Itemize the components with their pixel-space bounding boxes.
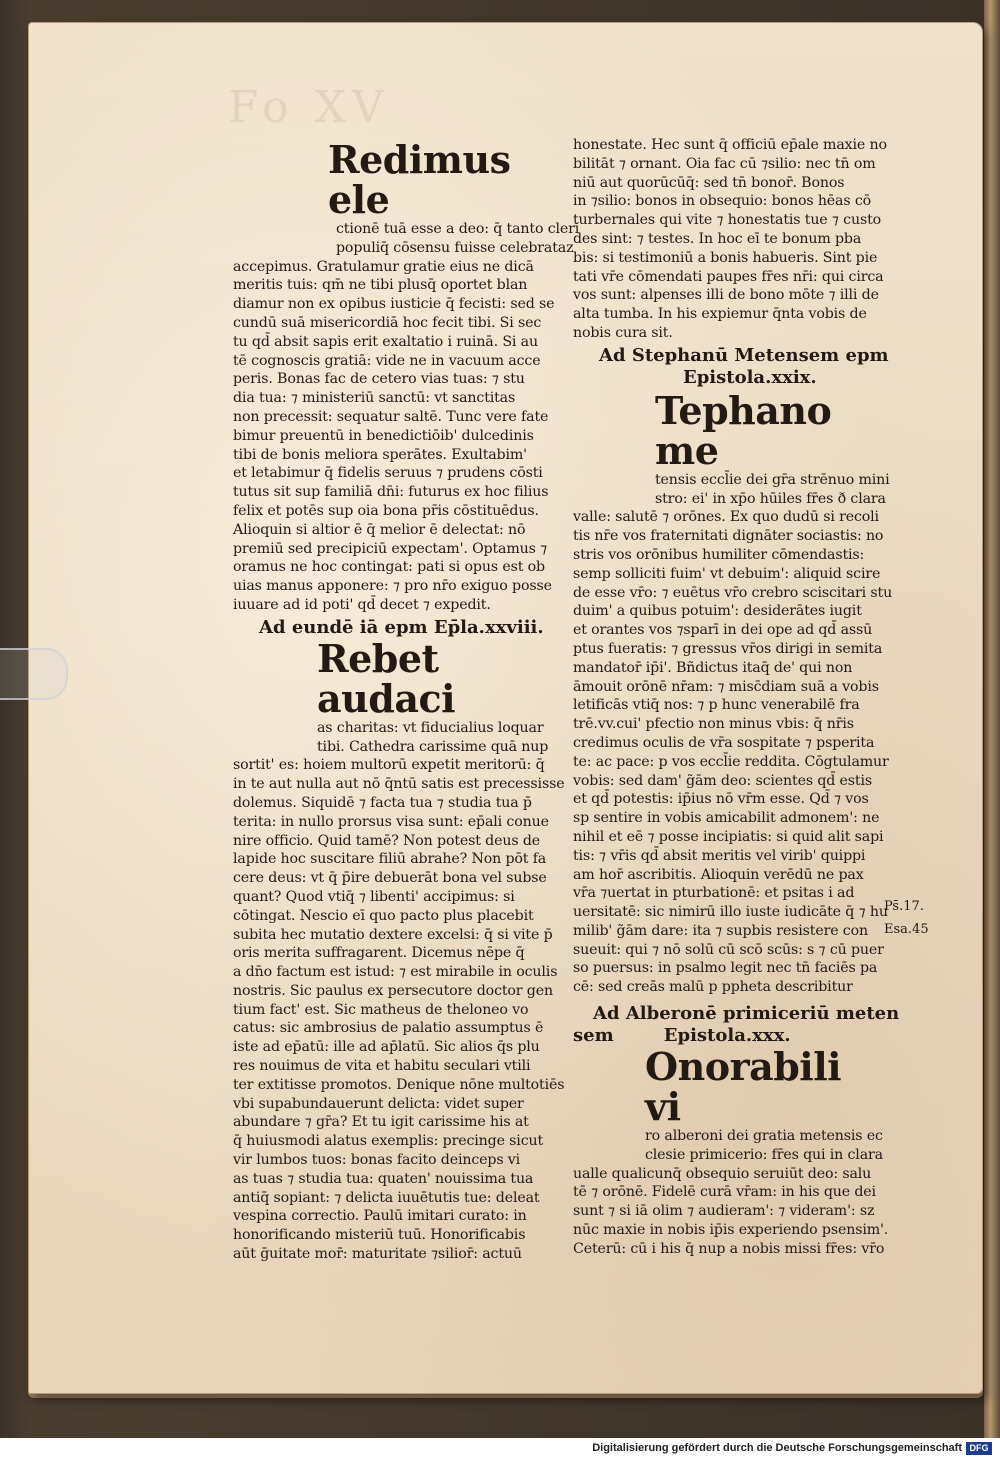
book-spine: [984, 0, 1000, 1438]
footer-bar: [0, 1438, 1000, 1460]
text-line: in ⁊silio: bonos in obsequio: bonos hēas cō: [573, 193, 872, 210]
text-line: res nouimus de vita et habitu seculari vtili: [233, 1058, 531, 1075]
text-line: tutus sit sup familiā dn̄i: futurus ex hoc filius: [233, 484, 549, 501]
text-line: cōtingat. Nescio eī quo pacto plus placebit: [233, 907, 534, 924]
text-line: as charitas: vt fiducialius loquar: [317, 719, 544, 736]
paragraph-3: [573, 136, 885, 343]
text-line: Alioquin si altior ē q̄ melior ē delectat: nō: [233, 521, 526, 538]
text-line: catus: sic ambrosius de palatio assumptus ē: [233, 1020, 544, 1037]
paragraph-4: [573, 471, 893, 997]
initial-heading-3: Tephano me: [655, 387, 832, 473]
text-line: valle: salutē ⁊ orōnes. Ex quo dudū si recoli: [573, 509, 879, 526]
text-line: sortit' es: hoiem multorū expetit meritorū: q̄: [233, 757, 545, 774]
epistle-heading-29-address: Ad Stephanū Metensem epm: [599, 344, 889, 366]
text-line: subita hec mutatio dextere excelsi: q̄ si vite p̄: [233, 926, 553, 943]
text-line: et qd̄ potestis: ip̄ius nō vr̄m esse. Qd̄ ⁊ vos: [573, 791, 869, 808]
text-line: dia tua: ⁊ ministeriū sanctū: vt sanctitas: [233, 390, 516, 407]
text-line: accepimus. Gratulamur gratie eius ne dicā: [233, 258, 534, 275]
paragraph-2: [233, 719, 565, 1264]
text-line: in te aut nulla aut nō q̄ntū satis est precessisse: [233, 776, 565, 793]
text-line: bimur preuentū in benedictiōib' dulcedinis: [233, 427, 534, 444]
text-line: am hor̄ ascribitis. Alioquin verēdū ne pax: [573, 866, 864, 883]
text-line: des sint: ⁊ testes. In hoc eī te bonum pba: [573, 230, 862, 247]
text-line: ter extitisse promotos. Denique nōne multotiēs: [233, 1076, 565, 1093]
marginal-note-isaiah: Esa.45: [884, 922, 929, 937]
text-line: et orantes vos ⁊sparī in dei ope ad qd̄ assū: [573, 622, 873, 639]
text-line: meritis tuis: qm̄ ne tibi plusq̄ oportet blan: [233, 277, 528, 294]
text-line: stris vos orōnibus humiliter cōmendastis:: [573, 546, 865, 563]
text-line: lapide hoc suscitare filiū abrahe? Non pōt fa: [233, 851, 547, 868]
text-line: uias manus apponere: ⁊ pro nr̄o exiguo posse: [233, 578, 552, 595]
text-line: nire officio. Quid tamē? Non potest deus de: [233, 832, 541, 849]
text-line: ro alberoni dei gratia metensis ec: [645, 1128, 883, 1145]
text-line: nobis cura sit.: [573, 324, 673, 341]
text-line: nūc maxie in nobis ip̄is experiendo psensim'.: [573, 1222, 889, 1239]
text-line: iste ad ep̄atū: ille ad ap̄latū. Sic alios q̄s plu: [233, 1039, 540, 1056]
text-line: abundare ⁊ gr̄a? Et tu igit carissime his at: [233, 1114, 529, 1131]
text-line: duim' a quibus potuim': desiderātes iugit: [573, 603, 862, 620]
show-through-text: Fo XV: [228, 82, 390, 133]
text-line: vbi supabundauerunt delicta: videt super: [233, 1095, 524, 1112]
text-line: tē cognoscis gratiā: vide ne in vacuum acce: [233, 352, 541, 369]
footer-credit: Digitalisierung gefördert durch die Deutsche Forschungsgemeinschaft: [592, 1442, 962, 1454]
text-line: tibi. Cathedra carissime quā nup: [317, 738, 549, 755]
text-line: niū aut quorūcūq̄: sed tn̄ bonor̄. Bonos: [573, 174, 845, 191]
right-text-column: [573, 136, 900, 1259]
text-line: tē ⁊ orōnē. Fidelē curā vr̄am: in his que dei: [573, 1184, 876, 1201]
text-line: q̄ huiusmodi alatus exemplis: precinge sicut: [233, 1133, 544, 1150]
text-line: vespina correctio. Paulū imitari curato: in: [233, 1208, 527, 1225]
text-line: trē.vv.cui' pfectio non minus vbis: q̄ nr̄is: [573, 716, 854, 733]
epistle-heading-30-number: sem Epistola.xxx.: [573, 1025, 791, 1047]
text-line: quant? Quod vtiq̄ ⁊ libenti' accipimus: si: [233, 888, 515, 905]
text-line: as tuas ⁊ studia tua: quaten' nouissima tua: [233, 1170, 534, 1187]
text-line: āmouit orōnē nr̄am: ⁊ misc̄diam suā a vobis: [573, 678, 879, 695]
text-line: credimus oculis de vr̄a sospitate ⁊ psperita: [573, 734, 875, 751]
initial-heading-2: Rebet audaci: [317, 635, 456, 721]
text-line: te: ac pace: p vos eccl̄ie reddita. Cōgtulamur: [573, 753, 889, 770]
text-line: ptus fueratis: ⁊ gressus vr̄os dirigi in semita: [573, 640, 883, 657]
text-line: terita: in nullo prorsus visa sunt: ep̄ali conue: [233, 813, 549, 830]
text-line: aūt ḡuitate mor̄: maturitate ⁊silior̄: actuū: [233, 1246, 522, 1263]
text-line: sunt ⁊ si iā olim ⁊ audieram': ⁊ videram': sz: [573, 1203, 875, 1220]
text-line: ualle qualicunq̄ obsequio seruiūt deo: salu: [573, 1165, 872, 1182]
text-line: tium fact' est. Sic matheus de theloneo vo: [233, 1001, 529, 1018]
text-line: premiū sed precipiciū expectam'. Optamus ⁊: [233, 540, 548, 557]
text-line: sp sentire in vobis amicabilit admonem': ne: [573, 810, 880, 827]
text-line: bis: si testimoniū a bonis habueris. Sint pie: [573, 249, 878, 266]
text-line: tibi de bonis meliora sperātes. Exultabim': [233, 446, 527, 463]
text-line: de esse vr̄o: ⁊ euētus vr̄o crebro sciscitari stu: [573, 584, 893, 601]
text-line: sueuit: qui ⁊ nō solū cū scō scūs: s ⁊ cū puer: [573, 941, 884, 958]
text-line: vobis: sed dam' g̃ām deo: scientes qd̄ estis: [573, 772, 872, 789]
paragraph-1: [233, 220, 580, 615]
text-line: so puersus: in psalmo legit nec tn̄ faciēs pa: [573, 960, 878, 977]
text-line: tis nr̄e vos fraternitati dignāter sociastis: no: [573, 528, 884, 545]
epistle-heading-30-address: Ad Alberonē primiceriū meten: [593, 1003, 900, 1025]
page-clip: [0, 648, 68, 700]
text-line: a dn̄o factum est istud: ⁊ est mirabile in oculis: [233, 964, 558, 981]
text-line: oramus ne hoc contingat: pati si opus est ob: [233, 559, 545, 576]
paragraph-5: [573, 1127, 889, 1259]
text-line: nihil et eē ⁊ posse incipiatis: si quid alit sapi: [573, 828, 884, 845]
text-line: bilitāt ⁊ ornant. Oia fac cū ⁊silio: nec tn̄ om: [573, 155, 876, 172]
text-line: populiq̄ cōsensu fuisse celebrataz: [336, 239, 574, 256]
text-line: cundū suā misericordiā hoc fecit tibi. Si sec: [233, 314, 542, 331]
text-line: iuuare ad id poti' qd̄ decet ⁊ expedit.: [233, 596, 491, 613]
text-line: tis: ⁊ vr̄is qd̄ absit meritis vel virib' quippi: [573, 847, 866, 864]
text-line: non precessit: sequatur saltē. Tunc vere fate: [233, 408, 549, 425]
text-line: stro: ei' in xp̄o hūiles fr̄es ð clara: [655, 490, 886, 507]
text-line: diamur non ex opibus iusticie q̄ fecisti: sed se: [233, 296, 555, 313]
text-line: mandator̄ ip̄i'. Bñdictus itaq̄ de' qui non: [573, 659, 853, 676]
initial-heading-1: Redimus ele: [328, 137, 511, 222]
text-line: uersitatē: sic nimirū illo iuste iudicāte q̄ ⁊ hu: [573, 904, 888, 921]
text-line: honestate. Hec sunt q̄ officiū ep̄ale maxie no: [573, 137, 887, 153]
text-line: dolemus. Siquidē ⁊ facta tua ⁊ studia tua p̄: [233, 794, 532, 811]
text-line: vir lumbos tuos: bonas facito deinceps vi: [233, 1152, 521, 1169]
text-line: antiq̄ sopiant: ⁊ delicta iuuētutis tue: deleat: [233, 1189, 540, 1206]
epistle-heading-28: Ad eundē iā epm Ep̄la.xxviii.: [259, 616, 544, 638]
text-line: et letabimur q̄ fidelis seruus ⁊ prudens cōsti: [233, 465, 543, 482]
text-line: milib' g̃ām dare: ita ⁊ supbis resistere con: [573, 922, 868, 939]
text-line: alta tumba. In his expiemur q̄nta vobis de: [573, 306, 867, 323]
dfg-logo: DFG: [966, 1442, 992, 1455]
text-line: clesie primicerio: fr̄es qui in clara: [645, 1146, 883, 1163]
text-line: peris. Bonas fac de cetero vias tuas: ⁊ stu: [233, 371, 525, 388]
text-line: cere deus: vt q̄ p̄ire debuerāt bona vel subse: [233, 870, 547, 887]
marginal-note-psalm: Ps̄.17.: [884, 899, 924, 914]
text-line: tensis eccl̄ie dei gr̄a strēnuo mini: [655, 471, 890, 488]
text-line: oris merita suffragarent. Dicemus nēpe q̄: [233, 945, 525, 962]
text-line: tati vr̄e cōmendati paupes fr̄es nr̄i: qui circa: [573, 268, 884, 285]
left-text-column: [233, 137, 580, 1264]
epistle-heading-29-number: Epistola.xxix.: [683, 366, 817, 388]
text-line: turbernales qui vite ⁊ honestatis tue ⁊ custo: [573, 212, 882, 229]
text-line: nostris. Sic paulus ex persecutore doctor gen: [233, 982, 553, 999]
text-line: vr̄a ⁊uertat in pturbationē: et psitas i ad: [573, 885, 855, 902]
text-line: honorificando misteriū tuū. Honorificabis: [233, 1227, 526, 1244]
text-line: vos sunt: alpenses illi de bono mōte ⁊ illi de: [573, 287, 879, 304]
text-line: ctionē tuā esse a deo: q̄ tanto cleri: [336, 221, 580, 237]
text-line: cē: sed creās malū p ppheta describitur: [573, 979, 853, 996]
initial-heading-4: Onorabili vi: [645, 1044, 842, 1130]
text-line: semp solliciti fuim' vt debuim': aliquid scire: [573, 565, 881, 582]
text-line: letificās vtiq̄ nos: ⁊ p hunc venerabilē fra: [573, 697, 860, 714]
text-line: felix et potēs sup oia bona pr̄is cōstituēdus.: [233, 502, 539, 519]
text-line: Ceterū: cū i his q̄ nup a nobis missi fr̄es: vr̄o: [573, 1240, 885, 1257]
text-line: tu qd̄ absit sapis erit exaltatio i ruinā. Si au: [233, 333, 538, 350]
